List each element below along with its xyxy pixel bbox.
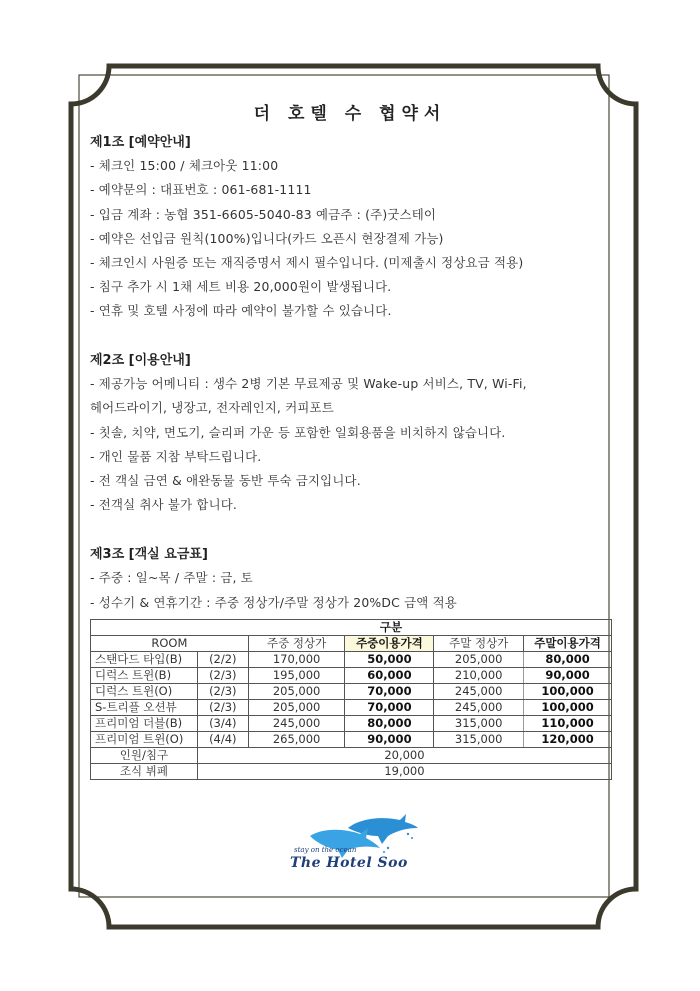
section-1-line: - 체크인 15:00 / 체크아웃 11:00 <box>90 158 279 173</box>
weekend-price: 120,000 <box>524 732 612 748</box>
extra-value: 20,000 <box>197 748 611 764</box>
section-2-heading: 제2조 [이용안내] <box>90 353 191 368</box>
weekend-regular: 315,000 <box>434 732 524 748</box>
extra-label: 인원/침구 <box>91 748 198 764</box>
section-2-line: - 전 객실 금연 & 애완동물 동반 투숙 금지입니다. <box>90 473 361 488</box>
weekend-price: 90,000 <box>524 668 612 684</box>
logo-tagline: stay on the ocean <box>294 846 357 854</box>
extra-row <box>91 748 612 764</box>
room-name: 프리미엄 트윈(O) <box>91 732 198 748</box>
weekday-regular: 170,000 <box>248 652 345 668</box>
table-row <box>91 732 612 748</box>
weekday-price: 90,000 <box>345 732 434 748</box>
section-1-line: - 예약은 선입금 원칙(100%)입니다(카드 오픈시 현장결제 가능) <box>90 231 444 246</box>
extra-value: 19,000 <box>197 764 611 780</box>
header-weekday-regular: 주중 정상가 <box>248 636 345 652</box>
weekend-price: 80,000 <box>524 652 612 668</box>
weekend-price: 100,000 <box>524 700 612 716</box>
weekend-price: 100,000 <box>524 684 612 700</box>
rate-table <box>90 619 612 780</box>
weekday-regular: 195,000 <box>248 668 345 684</box>
table-row <box>91 684 612 700</box>
room-name: 디럭스 트윈(B) <box>91 668 198 684</box>
section-2-line: - 제공가능 어메니티 : 생수 2병 기본 무료제공 및 Wake-up 서비스, TV, Wi-Fi, <box>90 376 527 391</box>
table-row <box>91 716 612 732</box>
weekday-price: 60,000 <box>345 668 434 684</box>
table-group-header-row <box>91 620 612 636</box>
header-weekend-price: 주말이용가격 <box>524 636 612 652</box>
weekend-regular: 315,000 <box>434 716 524 732</box>
header-weekend-regular: 주말 정상가 <box>434 636 524 652</box>
section-1-line: - 체크인시 사원증 또는 재직증명서 제시 필수입니다. (미제출시 정상요금 적용) <box>90 255 524 270</box>
extra-label: 조식 뷔페 <box>91 764 198 780</box>
table-header-row <box>91 636 612 652</box>
extra-row <box>91 764 612 780</box>
room-capacity: (2/3) <box>197 700 248 716</box>
weekday-price: 50,000 <box>345 652 434 668</box>
room-name: S-트리플 오션뷰 <box>91 700 198 716</box>
weekday-regular: 205,000 <box>248 684 345 700</box>
weekend-regular: 210,000 <box>434 668 524 684</box>
hotel-logo <box>288 808 428 878</box>
room-name: 스탠다드 타입(B) <box>91 652 198 668</box>
section-1-line: - 침구 추가 시 1채 세트 비용 20,000원이 발생됩니다. <box>90 279 392 294</box>
section-3-line: - 성수기 & 연휴기간 : 주중 정상가/주말 정상가 20%DC 금액 적용 <box>90 595 457 610</box>
weekday-regular: 265,000 <box>248 732 345 748</box>
table-row <box>91 652 612 668</box>
section-3-line: - 주중 : 일~목 / 주말 : 금, 토 <box>90 570 253 585</box>
weekend-regular: 245,000 <box>434 700 524 716</box>
section-2-line: - 전객실 취사 불가 합니다. <box>90 497 238 512</box>
weekend-regular: 205,000 <box>434 652 524 668</box>
weekday-price: 70,000 <box>345 700 434 716</box>
room-capacity: (3/4) <box>197 716 248 732</box>
group-header: 구분 <box>91 620 612 636</box>
weekend-price: 110,000 <box>524 716 612 732</box>
room-capacity: (2/2) <box>197 652 248 668</box>
weekday-regular: 205,000 <box>248 700 345 716</box>
room-name: 프리미엄 더블(B) <box>91 716 198 732</box>
section-1-heading: 제1조 [예약안내] <box>90 135 191 150</box>
section-3-heading: 제3조 [객실 요금표] <box>90 547 208 562</box>
room-capacity: (2/3) <box>197 684 248 700</box>
header-weekday-price: 주중이용가격 <box>345 636 434 652</box>
section-2-line: - 개인 물품 지참 부탁드립니다. <box>90 449 262 464</box>
section-1-line: - 예약문의 : 대표번호 : 061-681-1111 <box>90 182 312 197</box>
room-capacity: (2/3) <box>197 668 248 684</box>
section-1-line: - 연휴 및 호텔 사정에 따라 예약이 불가할 수 있습니다. <box>90 303 392 318</box>
weekend-regular: 245,000 <box>434 684 524 700</box>
room-capacity: (4/4) <box>197 732 248 748</box>
room-name: 디럭스 트윈(O) <box>91 684 198 700</box>
logo-name: The Hotel Soo <box>290 855 408 871</box>
table-row <box>91 700 612 716</box>
header-room: ROOM <box>91 636 249 652</box>
section-1-line: - 입금 계좌 : 농협 351-6605-5040-83 예금주 : (주)굿스테이 <box>90 207 437 222</box>
weekday-price: 70,000 <box>345 684 434 700</box>
table-row <box>91 668 612 684</box>
weekday-regular: 245,000 <box>248 716 345 732</box>
weekday-price: 80,000 <box>345 716 434 732</box>
section-2-line: 헤어드라이기, 냉장고, 전자레인지, 커피포트 <box>90 400 334 415</box>
document-title: 더 호텔 수 협약서 <box>253 104 447 124</box>
section-2-line: - 칫솔, 치약, 면도기, 슬리퍼 가운 등 포함한 일회용품을 비치하지 않습니다. <box>90 425 506 440</box>
